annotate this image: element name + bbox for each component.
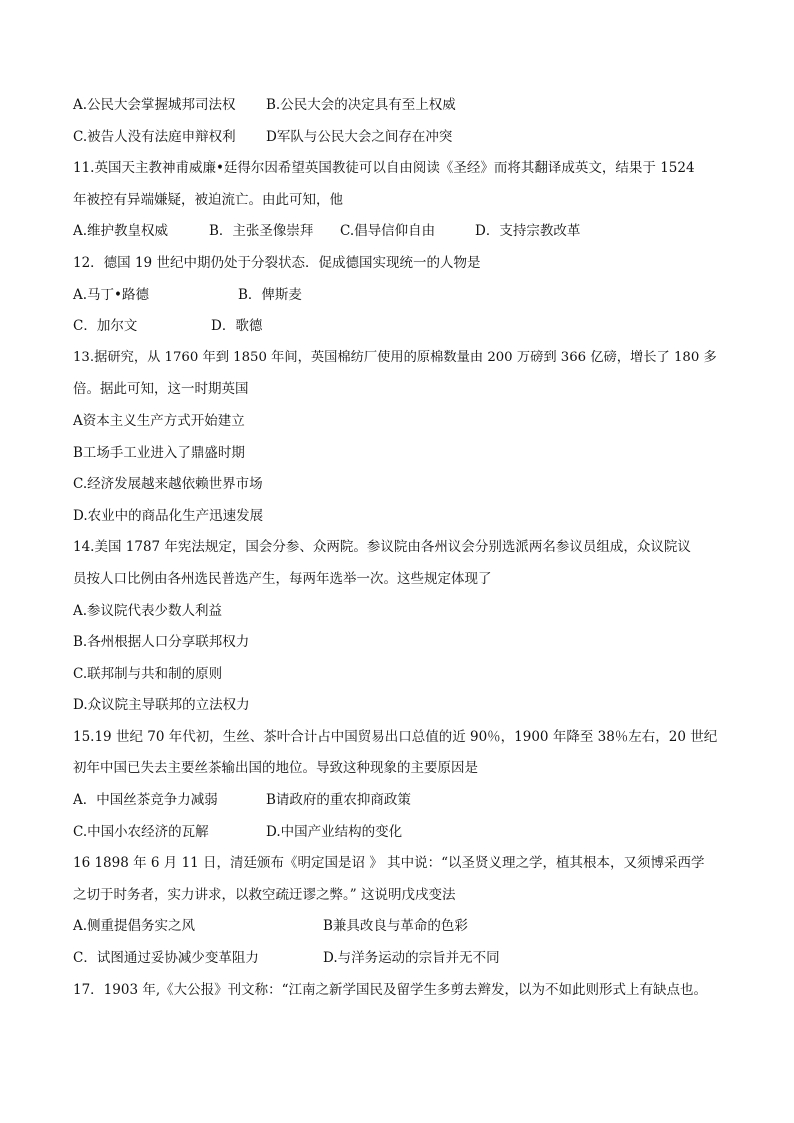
q15-option-a: A．中国丝茶竞争力减弱 bbox=[73, 792, 218, 809]
q11-option-a: A.维护教皇权威 bbox=[73, 223, 169, 240]
q11-option-b: B．主张圣像崇拜 bbox=[209, 223, 314, 240]
q16-stem-line1: 16 1898 年 6 月 11 日，清廷颁布《明定国是诏 》 其中说：“以圣贤义理之学，植其根本，又须博采西学 bbox=[73, 855, 705, 872]
q15-stem-line2: 初年中国已失去主要丝茶输出国的地位。导致这种现象的主要原因是 bbox=[73, 760, 478, 777]
q10-option-c: C.被告人没有法庭申辩权利 bbox=[73, 128, 236, 145]
q13-option-d: D.农业中的商品化生产迅速发展 bbox=[73, 507, 264, 524]
q11-stem-line1: 11.英国天主教神甫威廉•廷得尔因希望英国教徒可以自由阅读《圣经》而将其翻译成英文，结果于 1524 bbox=[73, 160, 695, 177]
q15-stem-line1: 15.19 世纪 70 年代初，生丝、茶叶合计占中国贸易出口总值的近 90％，1900 年降至 38％左右，20 世纪 bbox=[73, 728, 718, 745]
q13-option-b: B工场手工业进入了鼎盛时期 bbox=[73, 444, 245, 461]
q16-options-line1 bbox=[73, 918, 713, 934]
q16-option-c: C．试图通过妥协减少变革阻力 bbox=[73, 950, 259, 967]
q11-option-d: D．支持宗教改革 bbox=[475, 223, 581, 240]
q15-option-b: B请政府的重农抑商政策 bbox=[266, 792, 411, 809]
q15-option-d: D.中国产业结构的变化 bbox=[266, 823, 403, 840]
q11-options bbox=[73, 223, 713, 239]
q13-stem-line2: 倍。据此可知，这一时期英国 bbox=[73, 381, 249, 398]
q10-options-line2 bbox=[73, 129, 713, 145]
q14-option-c: C.联邦制与共和制的原则 bbox=[73, 665, 223, 682]
q12-options-line1 bbox=[73, 287, 713, 303]
exam-page bbox=[73, 97, 718, 998]
q10-option-a: A.公民大会掌握城邦司法权 bbox=[73, 97, 236, 113]
q10-options-line1 bbox=[73, 97, 713, 113]
q11-option-c: C.倡导信仰自由 bbox=[340, 223, 436, 240]
q12-option-b: B．俾斯麦 bbox=[238, 286, 302, 303]
q13-option-a: A资本主义生产方式开始建立 bbox=[73, 412, 245, 429]
q14-stem-line1: 14.美国 1787 年宪法规定，国会分参、众两院。参议院由各州议会分别选派两名参议员组成，众议院议 bbox=[73, 539, 691, 556]
q12-option-a: A.马丁•路德 bbox=[73, 286, 150, 303]
q15-option-c: C.中国小农经济的瓦解 bbox=[73, 823, 209, 840]
q16-option-a: A.侧重提倡务实之风 bbox=[73, 918, 196, 935]
q14-option-d: D.众议院主导联邦的立法权力 bbox=[73, 697, 250, 714]
q12-options-line2 bbox=[73, 318, 713, 334]
q12-stem: 12．德国 19 世纪中期仍处于分裂状态．促成德国实现统一的人物是 bbox=[73, 254, 481, 271]
q10-option-d: D军队与公民大会之间存在冲突 bbox=[266, 128, 453, 145]
q14-option-b: B.各州根据人口分享联邦权力 bbox=[73, 634, 250, 651]
q16-option-d: D.与洋务运动的宗旨并无不同 bbox=[323, 950, 500, 967]
q13-stem-line1: 13.据研究，从 1760 年到 1850 年间，英国棉纺厂使用的原棉数量由 200 万磅到 366 亿磅，增长了 180 多 bbox=[73, 349, 717, 365]
q16-options-line2 bbox=[73, 950, 713, 966]
q17-stem-line1: 17．1903 年,《大公报》刊文称：“江南之新学国民及留学生多剪去辫发，以为不如此则形式上有缺点也。 bbox=[73, 981, 708, 998]
q14-option-a: A.参议院代表少数人利益 bbox=[73, 602, 223, 619]
q16-stem-line2: 之切于时务者，实力讲求，以救空疏迂谬之弊。” 这说明戊戌变法 bbox=[73, 886, 456, 903]
q16-option-b: B兼具改良与革命的色彩 bbox=[323, 918, 468, 935]
q14-stem-line2: 员按人口比例由各州选民普选产生，每两年选举一次。这些规定体现了 bbox=[73, 570, 492, 587]
q12-option-d: D．歌德 bbox=[211, 318, 263, 335]
q10-option-b: B.公民大会的决定具有至上权威 bbox=[266, 97, 456, 113]
q15-options-line1 bbox=[73, 792, 713, 808]
q13-option-c: C.经济发展越来越依赖世界市场 bbox=[73, 476, 263, 493]
q15-options-line2 bbox=[73, 824, 713, 840]
q12-option-c: C．加尔文 bbox=[73, 318, 138, 335]
q11-stem-line2: 年被控有异端嫌疑，被迫流亡。由此可知，他 bbox=[73, 191, 343, 208]
